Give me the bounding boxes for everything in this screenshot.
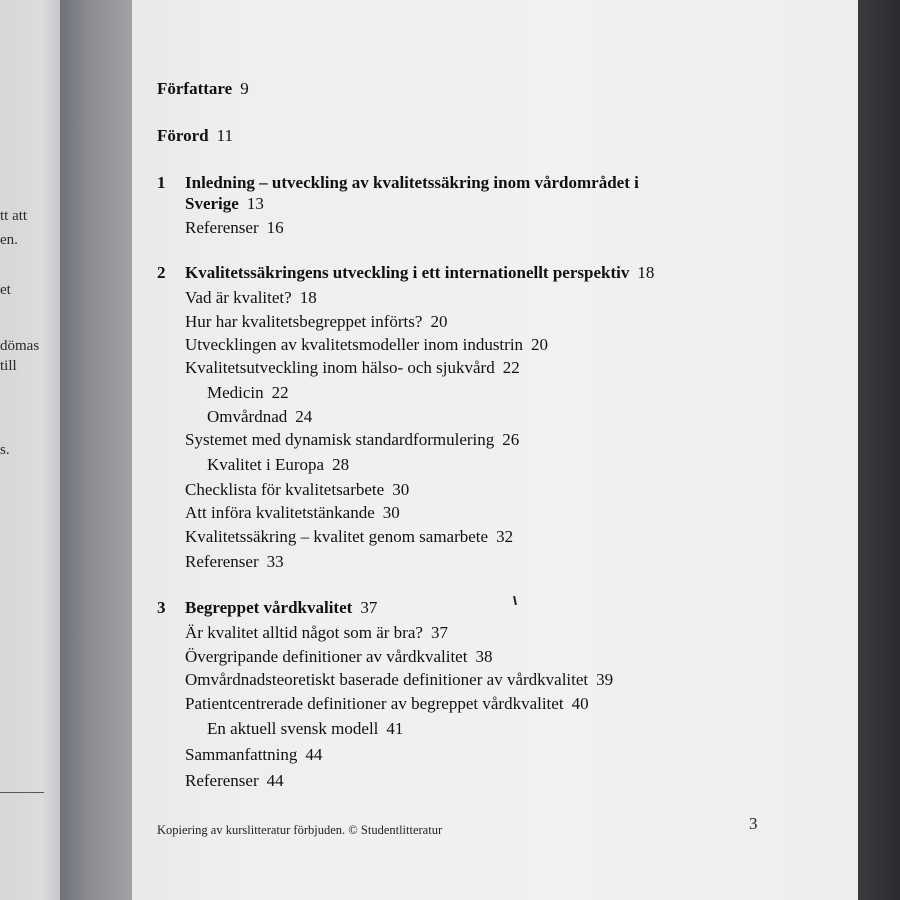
toc-entry: Systemet med dynamisk standardformulering 26 (185, 430, 520, 449)
left-text-fragment: till (0, 358, 17, 374)
toc-entry: Omvårdnadsteoretiskt baserade definitioner av vårdkvalitet 39 (185, 670, 614, 689)
toc-entry-page: 9 (240, 79, 249, 98)
left-text-fragment: s. (0, 442, 10, 458)
toc-entry: Vad är kvalitet? 18 (185, 288, 317, 307)
toc-subentry: Medicin 22 (207, 383, 289, 402)
left-text-fragment: tt att (0, 208, 28, 224)
left-page (0, 0, 60, 900)
chapter-title: Sverige 13 (185, 194, 264, 213)
toc-entry: Kvalitetssäkring – kvalitet genom samarbete 32 (185, 527, 514, 546)
book-gutter (60, 0, 132, 900)
chapter-number: 1 (157, 173, 166, 192)
toc-entry: Patientcentrerade definitioner av begreppet vårdkvalitet 40 (185, 694, 589, 713)
toc-entry: Att införa kvalitetstänkande 30 (185, 503, 400, 522)
toc-entry: Referenser 16 (185, 218, 284, 237)
chapter-number: 3 (157, 598, 166, 617)
toc-entry: Är kvalitet alltid något som är bra? 37 (185, 623, 448, 642)
copyright-footer: Kopiering av kurslitteratur förbjuden. © Studentlitteratur (157, 823, 443, 837)
toc-entry-page: 18 (637, 263, 655, 282)
toc-entry: Kvalitetsutveckling inom hälso- och sjukvård 22 (185, 358, 520, 377)
toc-entry-page: 13 (246, 194, 264, 213)
toc-subentry: Kvalitet i Europa 28 (207, 455, 350, 474)
chapter-number: 2 (157, 263, 166, 282)
toc-entry-page: 37 (360, 598, 378, 617)
toc-entry: Övergripande definitioner av vårdkvalitet 38 (185, 647, 493, 666)
toc-entry: Referenser 33 (185, 552, 284, 571)
chapter-title: Kvalitetssäkringens utveckling i ett internationellt perspektiv 18 (185, 263, 655, 282)
toc-entry: Sammanfattning 44 (185, 745, 323, 764)
left-text-fragment: en. (0, 232, 18, 248)
left-page-rule (0, 792, 44, 793)
left-text-fragment: dömas (0, 338, 40, 354)
toc-entry-title: Författare (157, 79, 233, 98)
chapter-title: Begreppet vårdkvalitet 37 (185, 598, 378, 617)
toc-entry: Checklista för kvalitetsarbete 30 (185, 480, 410, 499)
dark-background-edge (858, 0, 900, 900)
toc-entry (157, 80, 249, 97)
page-number: 3 (749, 814, 758, 833)
toc-entry: Utvecklingen av kvalitetsmodeller inom industrin 20 (185, 335, 549, 354)
toc-page (132, 0, 858, 900)
toc-entry: Referenser 44 (185, 771, 284, 790)
toc-entry-page: 11 (216, 126, 233, 145)
left-text-fragment: et (0, 282, 11, 298)
toc-subentry: En aktuell svensk modell 41 (207, 719, 404, 738)
toc-subentry: Omvårdnad 24 (207, 407, 313, 426)
toc-entry: Hur har kvalitetsbegreppet införts? 20 (185, 312, 448, 331)
toc-entry (157, 127, 233, 144)
chapter-title: Inledning – utveckling av kvalitetssäkring inom vårdområdet i (185, 173, 639, 192)
toc-entry-title: Förord (157, 126, 209, 145)
